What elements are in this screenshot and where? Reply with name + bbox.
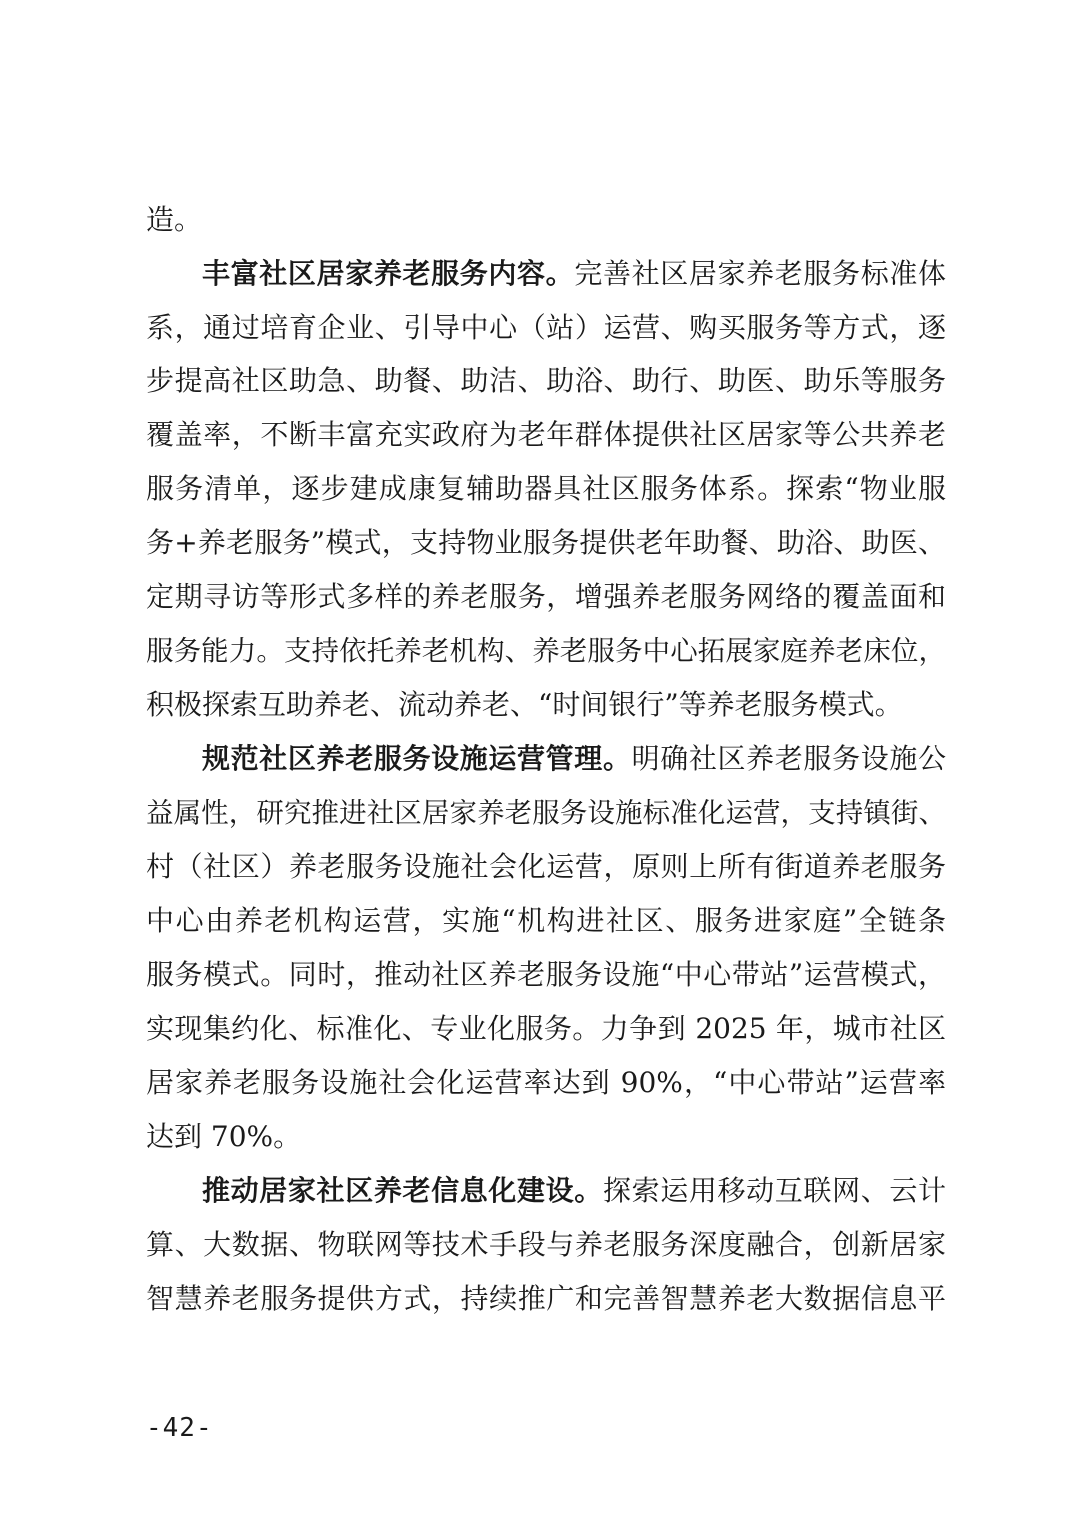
paragraph-line [146,1063,946,1103]
paragraph-line [146,685,946,725]
line-text: 益属性，研究推进社区居家养老服务设施标准化运营，支持镇街、 [146,797,946,829]
line-text: 服务清单，逐步建成康复辅助器具社区服务体系。探索“物业服 [146,472,946,505]
paragraph-line [146,1009,946,1049]
paragraph-line [146,308,946,348]
line-text: 居家养老服务设施社会化运营率达到 90%，“中心带站”运营率 [146,1066,946,1099]
paragraph-line [146,361,946,401]
paragraph-line [202,254,946,294]
paragraph-line [146,793,946,833]
paragraph-line [146,577,946,617]
paragraph-line [146,955,946,995]
line-text: 步提高社区助急、助餐、助洁、助浴、助行、助医、助乐等服务 [146,364,946,397]
paragraph-line [146,200,946,240]
paragraph-line [146,1225,946,1265]
line-text: 服务模式。同时，推动社区养老服务设施“中心带站”运营模式， [146,958,946,991]
line-text: 定期寻访等形式多样的养老服务，增强养老服务网络的覆盖面和 [146,580,946,613]
line-text: 探索运用移动互联网、云计 [602,1174,946,1207]
paragraph-line [146,901,946,941]
line-text: 完善社区居家养老服务标准体 [574,257,946,290]
line-text: 务+养老服务”模式，支持物业服务提供老年助餐、助浴、助医、 [146,526,946,559]
line-text: 服务能力。支持依托养老机构、养老服务中心拓展家庭养老床位， [146,635,946,667]
line-text: 算、大数据、物联网等技术手段与养老服务深度融合，创新居家 [146,1228,946,1261]
paragraph-line [146,631,946,671]
line-text: 覆盖率，不断丰富充实政府为老年群体提供社区居家等公共养老 [146,418,946,451]
paragraph-line [146,847,946,887]
paragraph-line [146,415,946,455]
line-text: 系，通过培育企业、引导中心（站）运营、购买服务等方式，逐 [146,311,946,344]
line-text: 积极探索互助养老、流动养老、“时间银行”等养老服务模式。 [146,688,903,721]
paragraph-line [146,523,946,563]
paragraph-line [146,1279,946,1319]
line-text: 中心由养老机构运营，实施“机构进社区、服务进家庭”全链条 [146,904,946,937]
line-text: 村（社区）养老服务设施社会化运营，原则上所有街道养老服务 [146,850,946,883]
paragraph-line [146,469,946,509]
section-heading: 丰富社区居家养老服务内容。 [202,257,575,290]
line-text: 达到 70%。 [146,1120,302,1153]
line-text: 明确社区养老服务设施公 [631,742,946,775]
line-text: 造。 [146,203,203,236]
section-heading: 推动居家社区养老信息化建设。 [202,1174,603,1207]
section-heading: 规范社区养老服务设施运营管理。 [202,742,632,775]
page-number: -42- [146,1413,213,1443]
paragraph-line [202,1171,946,1211]
paragraph-line [146,1117,946,1157]
line-text: 实现集约化、标准化、专业化服务。力争到 2025 年，城市社区 [146,1012,946,1045]
paragraph-line [202,739,946,779]
line-text: 智慧养老服务提供方式，持续推广和完善智慧养老大数据信息平 [146,1282,946,1315]
